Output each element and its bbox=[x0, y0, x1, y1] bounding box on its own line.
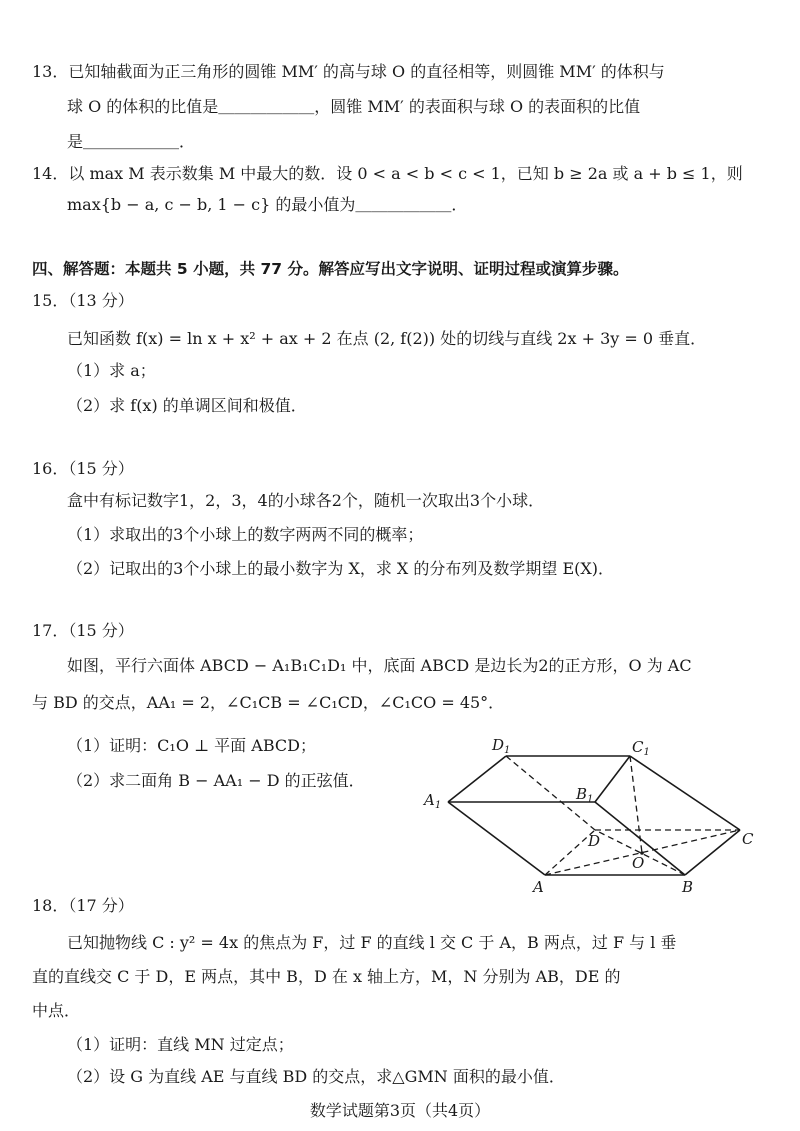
problem-17-part-1: （1）证明：C₁O ⊥ 平面 ABCD； bbox=[67, 736, 316, 755]
problem-14-line-2: max{b − a, c − b, 1 − c} 的最小值为＿＿＿＿＿＿． bbox=[67, 195, 468, 214]
label-c: C bbox=[742, 830, 754, 848]
problem-14-line-1: 14．以 max M 表示数集 M 中最大的数．设 0 < a < b < c < 1，已知 b ≥ 2a 或 a + b ≤ 1，则 bbox=[32, 164, 743, 183]
problem-17-part-2: （2）求二面角 B − AA₁ − D 的正弦值． bbox=[67, 771, 365, 790]
parallelepiped-figure bbox=[420, 735, 760, 895]
problem-17-header: 17．（15 分） bbox=[32, 621, 134, 640]
problem-18-statement-line-2: 直的直线交 C 于 D，E 两点，其中 B，D 在 x 轴上方，M，N 分别为 AB，DE 的 bbox=[32, 967, 621, 986]
page-footer: 数学试题第3页（共4页） bbox=[309, 1101, 491, 1120]
edge-a1-a bbox=[448, 802, 545, 875]
label-b1: $B_1$ bbox=[576, 785, 594, 805]
problem-17-statement-line-1: 如图，平行六面体 ABCD − A₁B₁C₁D₁ 中，底面 ABCD 是边长为2的正方形，O 为 AC bbox=[67, 656, 692, 675]
problem-16-part-2: （2）记取出的3个小球上的最小数字为 X，求 X 的分布列及数学期望 E(X)． bbox=[67, 559, 615, 578]
problem-18-statement-line-1: 已知抛物线 C : y² = 4x 的焦点为 F，过 F 的直线 l 交 C 于 A，B 两点，过 F 与 l 垂 bbox=[67, 933, 677, 952]
problem-18-statement-line-3: 中点． bbox=[32, 1001, 81, 1020]
problem-15-header: 15．（13 分） bbox=[32, 291, 134, 310]
label-c1: $C_1$ bbox=[632, 738, 650, 758]
edge-c1-c bbox=[630, 756, 740, 830]
problem-15-part-2: （2）求 f(x) 的单调区间和极值． bbox=[67, 396, 307, 415]
section-four-header: 四、解答题：本题共 5 小题，共 77 分。解答应写出文字说明、证明过程或演算步骤。 bbox=[32, 260, 629, 278]
problem-16-statement: 盒中有标记数字1，2，3，4的小球各2个，随机一次取出3个小球． bbox=[67, 491, 545, 510]
problem-18-part-1: （1）证明：直线 MN 过定点； bbox=[67, 1035, 294, 1054]
label-d1: $D_1$ bbox=[492, 736, 511, 756]
label-d: D bbox=[588, 832, 601, 850]
label-a1: $A_1$ bbox=[424, 791, 442, 811]
label-b: B bbox=[682, 878, 694, 895]
label-o: O bbox=[632, 854, 645, 872]
edge-a1-d1 bbox=[448, 756, 506, 802]
problem-17-statement-line-2: 与 BD 的交点，AA₁ = 2，∠C₁CB = ∠C₁CD，∠C₁CO = 45°． bbox=[32, 693, 505, 712]
problem-13-line-1: 13．已知轴截面为正三角形的圆锥 MM′ 的高与球 O 的直径相等，则圆锥 MM′ 的体积与 bbox=[32, 62, 665, 81]
problem-16-part-1: （1）求取出的3个小球上的数字两两不同的概率； bbox=[67, 525, 424, 544]
problem-15-statement: 已知函数 f(x) = ln x + x² + ax + 2 在点 (2, f(2)) 处的切线与直线 2x + 3y = 0 垂直． bbox=[67, 329, 707, 348]
problem-13-line-3: 是＿＿＿＿＿＿． bbox=[67, 132, 196, 151]
problem-18-header: 18．（17 分） bbox=[32, 896, 134, 915]
problem-18-part-2: （2）设 G 为直线 AE 与直线 BD 的交点，求△GMN 面积的最小值． bbox=[67, 1067, 565, 1086]
problem-16-header: 16．（15 分） bbox=[32, 459, 134, 478]
problem-15-part-1: （1）求 a； bbox=[67, 361, 156, 380]
label-a: A bbox=[533, 878, 544, 895]
problem-13-line-2: 球 O 的体积的比值是＿＿＿＿＿＿，圆锥 MM′ 的表面积与球 O 的表面积的比值 bbox=[67, 97, 641, 116]
hidden-segment-c1-o bbox=[630, 756, 642, 853]
edge-b1-c1 bbox=[595, 756, 630, 802]
